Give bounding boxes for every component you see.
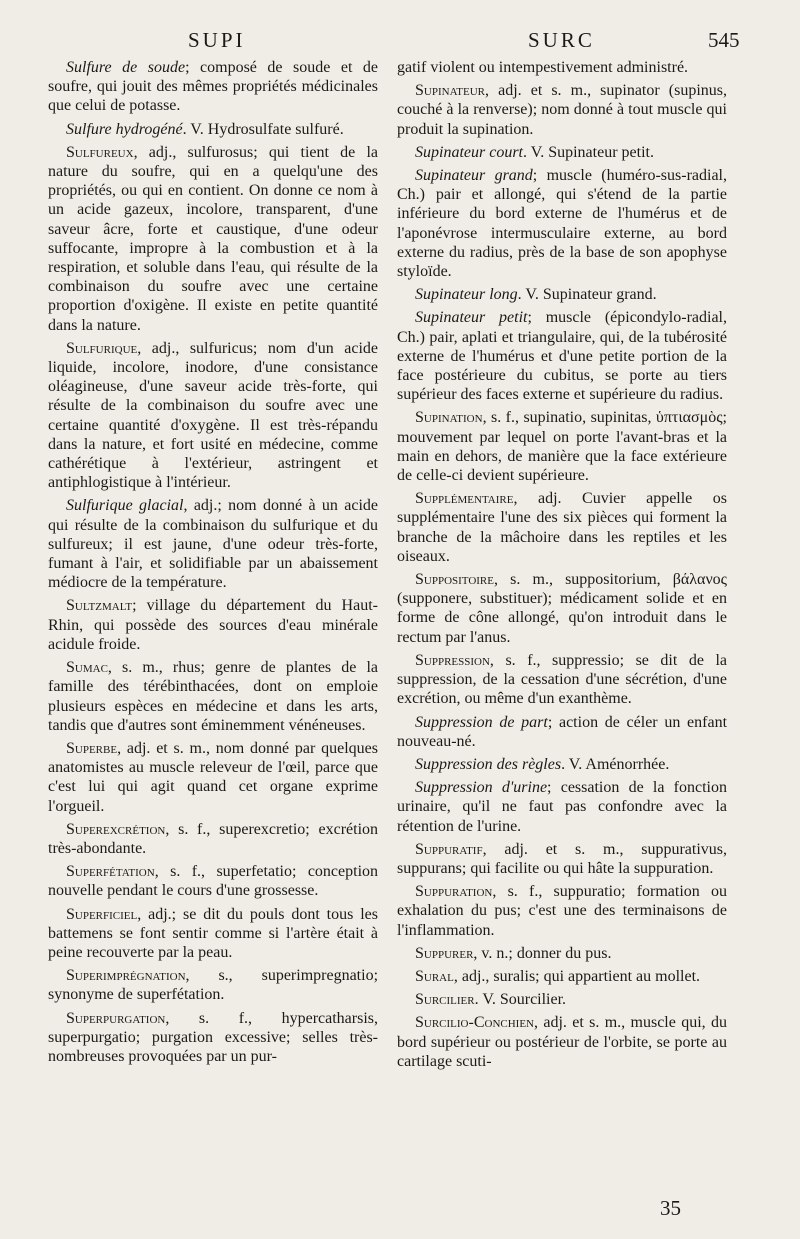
entry-separator: . xyxy=(523,143,531,161)
entry-definition: s. f., superfetatio; conception nouvelle pendant le cours d'une grossesse. xyxy=(48,863,379,900)
entry-headword: Sural xyxy=(415,967,454,985)
entry-headword: Surcilier xyxy=(415,991,475,1009)
dictionary-entry xyxy=(397,166,727,281)
dictionary-entry xyxy=(48,143,378,335)
right-column xyxy=(397,58,727,1075)
entry-definition: adj. Cuvier appelle os supplémentaire l'une des six pièces qui forment la branche de la mâchoire dans les reptiles et les oiseaux. xyxy=(397,490,728,565)
entry-definition: s. m., rhus; genre de plantes de la famille des térébinthacées, dont on emploie plusieurs espèces en médecine et dans les arts, tandis que d'autres sont éminemment vénéneuses. xyxy=(48,659,378,734)
entry-definition: muscle (huméro-sus-radial, Ch.) pair et allongé, qui s'étend de la partie inférieure du bord externe de l'humérus et de l'aponévrose intermusculaire externe, au bord externe du radius, près de la base de son apophyse styloïde. xyxy=(397,167,727,281)
entry-separator: ; xyxy=(527,309,546,327)
entry-headword: Suppositoire xyxy=(415,571,494,589)
entry-definition: adj., sulfurosus; qui tient de la nature du soufre, qui en a quelqu'une des propriétés, ou qui en contient. On donne ce nom à un acide gazeux, incolore, transparent, d'une saveur âcre, forte et caustique, d'une odeur suffocante, impropre à la combustion et à la respiration, et soluble dans l'eau, qui résulte de la combinaison du soufre avec une certaine proportion d'oxigène. Il existe en petite quantité dans la nature. xyxy=(48,143,378,334)
entry-separator: , xyxy=(494,571,511,589)
entry-definition: adj., suralis; qui appartient au mollet. xyxy=(461,967,701,985)
entry-separator: . xyxy=(517,286,526,304)
entry-definition: adj.; nom donné à un acide qui résulte de la combinaison du sulfurique et du sulfureux; il est jaune, d'une odeur très-forte, fumant à l'air, et solidifiable par un abaissement médiocre de la température. xyxy=(48,497,379,592)
entry-headword: Supinateur xyxy=(415,82,486,100)
entry-separator: , xyxy=(485,82,499,100)
dictionary-entry xyxy=(397,308,727,404)
dictionary-entry xyxy=(397,990,727,1009)
dictionary-entry xyxy=(397,1013,727,1071)
entry-definition: V. Supinateur petit. xyxy=(530,143,654,161)
dictionary-entry xyxy=(397,285,727,304)
entry-headword: Superficiel xyxy=(66,905,138,923)
entry-headword: Supinateur court xyxy=(415,143,523,161)
dictionary-entry xyxy=(397,58,727,77)
dictionary-entry xyxy=(397,408,727,485)
entry-separator: , xyxy=(117,739,127,757)
left-column xyxy=(48,58,378,1070)
dictionary-entry xyxy=(48,905,378,963)
header-left-word: SUPI xyxy=(188,28,246,52)
entry-headword: Sulfure hydrogéné xyxy=(66,120,183,138)
dictionary-entry xyxy=(48,658,378,735)
entry-headword: Surcilio-Conchien xyxy=(415,1014,534,1032)
entry-definition: adj. et s. m., muscle qui, du bord supérieur ou postérieur de l'orbite, se porte au cartilage scuti- xyxy=(397,1014,728,1070)
dictionary-entry xyxy=(48,1009,378,1067)
entry-headword: Superimprégnation xyxy=(66,967,186,985)
dictionary-entry xyxy=(48,58,378,116)
entry-headword: Superexcrétion xyxy=(66,820,166,838)
entry-definition: muscle (épicondylo-radial, Ch.) pair, aplati et triangulaire, qui, de la tubérosité externe de l'humérus et d'une petite portion de la face postérieure du cubitus, se porte au tiers supérieur des faces externe et supérieure du radius. xyxy=(397,309,727,404)
entry-separator: , xyxy=(482,409,492,427)
entry-separator: , xyxy=(165,820,179,838)
entry-definition: action de céler un enfant nouveau-né. xyxy=(397,713,728,750)
dictionary-entry xyxy=(48,596,378,654)
entry-definition: adj. et s. m., suppurativus, suppurans; qui facilite ou qui hâte la suppuration. xyxy=(397,840,728,877)
entry-separator: , xyxy=(513,490,538,508)
entry-headword: Suppuratif xyxy=(415,840,483,858)
entry-separator: , xyxy=(489,651,506,669)
dictionary-entry xyxy=(397,489,727,566)
entry-definition: village du département du Haut-Rhin, qui possède des sources d'eau minérale acidule froide. xyxy=(48,597,378,653)
entry-headword: Suppurer xyxy=(415,944,474,962)
entry-definition: adj., sulfuricus; nom d'un acide liquide, incolore, inodore, d'une consistance oléagineuse, d'une saveur acide très-forte, qui résulte de la combinaison du soufre avec une certaine quantité d'oxygène. Il est très-répandu dans la nature, et fort usité en médecine, comme cathérétique à l'extérieur, astringent et antiphlogistique à l'intérieur. xyxy=(48,339,379,492)
entry-headword: Suppuration xyxy=(415,883,493,901)
dictionary-entry xyxy=(48,820,378,858)
entry-definition: adj. et s. m., nom donné par quelques anatomistes au muscle releveur de l'œil, parce que c'est lui qui agit quand cet organe exprime l'orgueil. xyxy=(48,739,379,815)
dictionary-entry xyxy=(397,967,727,986)
dictionary-entry xyxy=(397,882,727,940)
dictionary-entry xyxy=(397,713,727,751)
dictionary-entry xyxy=(397,81,727,139)
dictionary-entry xyxy=(397,755,727,774)
entry-separator: , xyxy=(133,143,149,161)
entry-headword: Supinateur long xyxy=(415,286,518,304)
entry-headword: Suppression d'urine xyxy=(415,779,548,797)
entry-separator: , xyxy=(473,944,482,962)
entry-definition: adj. et s. m., supinator (supinus, couché à la renverse); nom donné à tout muscle qui produit la supination. xyxy=(397,82,727,138)
entry-headword: Supinateur grand xyxy=(415,167,533,185)
entry-separator: , xyxy=(137,339,152,357)
entry-definition: s. f., supinatio, supinitas, ὑπτιασμὸς; mouvement par lequel on porte l'avant-bras et la main en dehors, de manière que la face extérieure de celle-ci devient supérieure. xyxy=(397,409,728,485)
entry-definition: s. f., superexcretio; excrétion très-abondante. xyxy=(48,820,379,857)
dictionary-entry xyxy=(397,651,727,709)
entry-separator: , xyxy=(165,1009,199,1027)
entry-definition: gatif violent ou intempestivement administré. xyxy=(397,59,689,76)
entry-headword: Supination xyxy=(415,409,483,427)
entry-separator: , xyxy=(185,967,219,985)
dictionary-entry xyxy=(397,778,727,836)
entry-separator: ; xyxy=(547,713,559,731)
entry-separator: , xyxy=(492,883,508,901)
dictionary-entry xyxy=(48,120,378,139)
entry-separator: . xyxy=(182,120,191,138)
entry-headword: Superbe xyxy=(66,739,118,757)
entry-headword: Superpurgation xyxy=(66,1009,166,1027)
entry-definition: s., superimpregnatio; synonyme de superfétation. xyxy=(48,967,379,1004)
entry-separator: ; xyxy=(532,167,547,185)
entry-separator: , xyxy=(137,905,149,923)
dictionary-entry xyxy=(397,143,727,162)
entry-separator: , xyxy=(154,863,171,881)
entry-separator: , xyxy=(107,659,123,677)
entry-definition: adj.; se dit du pouls dont tous les battemens se font sentir comme si l'artère était à peine recouverte par la peau. xyxy=(48,905,378,961)
dictionary-entry xyxy=(48,339,378,493)
signature-mark: 35 xyxy=(660,1196,681,1220)
dictionary-entry xyxy=(397,570,727,647)
entry-definition: s. f., hypercatharsis, superpurgatio; purgation excessive; selles très-nombreuses provoquées par un pur- xyxy=(48,1009,378,1065)
entry-definition: composé de soude et de soufre, qui jouit des mêmes propriétés médicinales que celui de potasse. xyxy=(48,59,379,115)
entry-headword: Sulfure de soude xyxy=(66,59,186,76)
entry-headword: Supinateur petit xyxy=(415,309,528,327)
entry-separator: . xyxy=(474,991,483,1009)
entry-separator: , xyxy=(183,497,194,515)
entry-separator: . xyxy=(561,755,569,773)
entry-headword: Supplémentaire xyxy=(415,490,514,508)
entry-headword: Suppression des règles xyxy=(415,755,562,773)
dictionary-entry xyxy=(48,496,378,592)
entry-definition: s. m., suppositorium, βάλανος (supponere, substituer); médicament solide et en forme de cône allongé, qu'on introduit dans le rectum par l'anus. xyxy=(397,571,728,646)
page-number: 545 xyxy=(708,28,740,52)
entry-headword: Sulfurique xyxy=(66,339,138,357)
entry-separator: , xyxy=(482,840,505,858)
dictionary-entry xyxy=(48,739,378,816)
entry-definition: V. Sourcilier. xyxy=(482,991,567,1009)
running-header xyxy=(0,28,800,56)
entry-headword: Suppression xyxy=(415,651,490,669)
dictionary-entry xyxy=(48,862,378,900)
entry-definition: V. Hydrosulfate sulfuré. xyxy=(190,120,344,138)
dictionary-entry xyxy=(397,944,727,963)
entry-definition: V. Supinateur grand. xyxy=(525,286,657,304)
entry-definition: s. f., suppressio; se dit de la suppression, de la cessation d'une sécrétion, d'une excrétion, ou même d'un exanthème. xyxy=(397,651,728,708)
entry-headword: Sulfurique glacial xyxy=(66,497,184,515)
header-right-word: SURC xyxy=(528,28,595,52)
entry-definition: s. f., suppuratio; formation ou exhalation du pus; c'est une des terminaisons de l'inflammation. xyxy=(397,883,728,939)
entry-separator: ; xyxy=(132,597,147,615)
entry-separator: , xyxy=(453,967,462,985)
entry-separator: ; xyxy=(185,59,201,76)
entry-headword: Sumac xyxy=(66,659,108,677)
entry-headword: Sulfureux xyxy=(66,143,134,161)
entry-definition: v. n.; donner du pus. xyxy=(481,944,612,962)
entry-separator: , xyxy=(534,1014,544,1032)
entry-definition: V. Aménorrhée. xyxy=(568,755,670,773)
entry-headword: Suppression de part xyxy=(415,713,548,731)
entry-definition: cessation de la fonction urinaire, qu'il ne faut pas confondre avec la rétention de l'urine. xyxy=(397,779,727,835)
entry-headword: Sultzmalt xyxy=(66,597,133,615)
entry-separator: ; xyxy=(547,779,561,797)
dictionary-entry xyxy=(397,840,727,878)
dictionary-entry xyxy=(48,966,378,1004)
entry-headword: Superfétation xyxy=(66,863,155,881)
